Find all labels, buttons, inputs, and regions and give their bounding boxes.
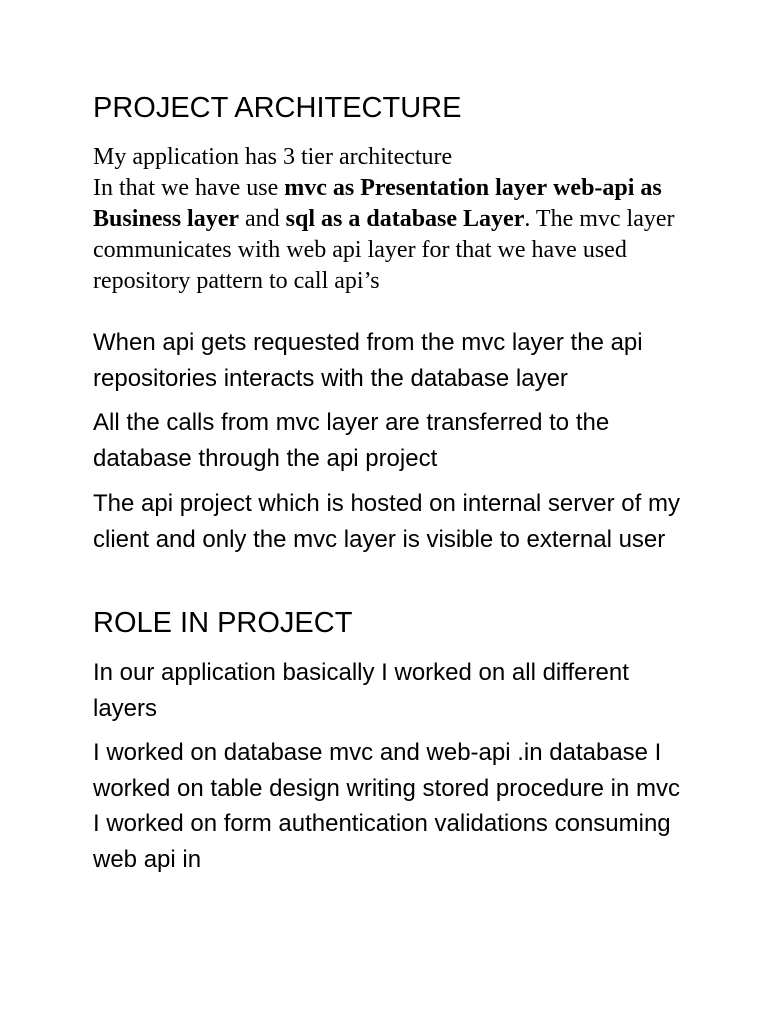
intro-line-1: My application has 3 tier architecture: [93, 144, 453, 170]
intro-bold-sql: sql as a database Layer: [285, 206, 525, 232]
intro-text-c: and: [239, 206, 286, 232]
intro-bold-mvc: mvc as Presentation layer: [284, 175, 548, 201]
arch-paragraph-requests: When api gets requested from the mvc layer the api repositories interacts with the database layer: [93, 329, 643, 392]
intro-text-a: In that we have use: [93, 175, 285, 201]
intro-text-d: . The mvc layer communicates with web api layer for that we have used repository pattern to call api’s: [93, 206, 675, 294]
arch-paragraph-calls: All the calls from mvc layer are transferred to the database through the api project: [93, 409, 610, 472]
heading-project-architecture: PROJECT ARCHITECTURE: [93, 92, 462, 124]
role-paragraph-layers: In our application basically I worked on all different layers: [93, 659, 629, 722]
heading-role-in-project: ROLE IN PROJECT: [93, 607, 353, 639]
intro-paragraph: [93, 142, 683, 297]
intro-bold-webapi: web-api as Business layer: [93, 175, 662, 232]
role-paragraph-details: I worked on database mvc and web-api .in database I worked on table design writing stored procedure in mvc I worked on form authentication validations consuming web api in: [93, 739, 680, 873]
arch-paragraph-hosting: The api project which is hosted on internal server of my client and only the mvc layer is visible to external user: [93, 490, 680, 553]
